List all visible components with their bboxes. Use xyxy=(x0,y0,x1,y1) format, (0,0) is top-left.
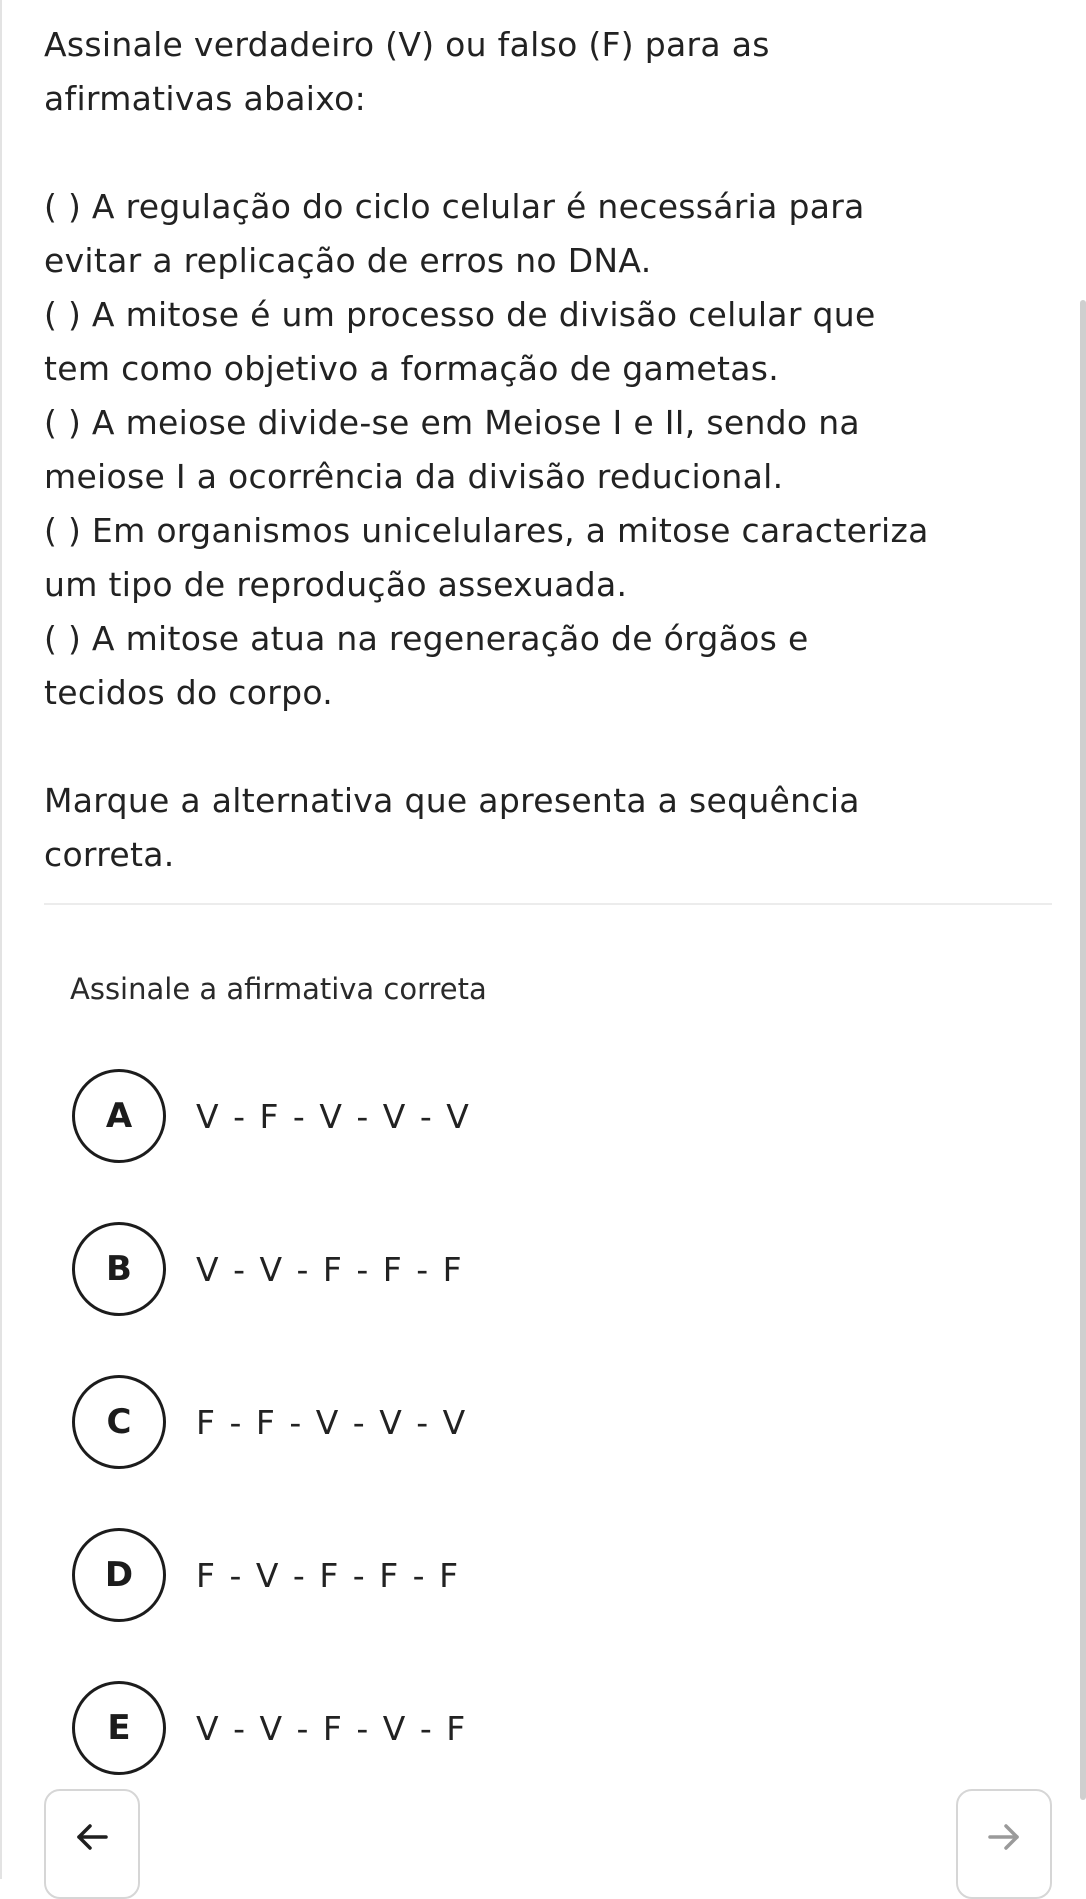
option-letter-badge[interactable]: D xyxy=(72,1528,166,1622)
option-letter-badge[interactable]: B xyxy=(72,1222,166,1316)
statement-5-line: tecidos do corpo. xyxy=(44,673,334,712)
option-text[interactable]: F - V - F - F - F xyxy=(196,1555,461,1595)
option-c[interactable] xyxy=(72,1372,1032,1472)
option-e[interactable] xyxy=(72,1678,1032,1778)
statement-3-line: meiose I a ocorrência da divisão reducional. xyxy=(44,457,784,496)
option-text[interactable]: V - V - F - F - F xyxy=(196,1249,464,1289)
section-divider xyxy=(44,903,1052,905)
arrow-right-icon xyxy=(984,1817,1024,1857)
question-intro-line: Assinale verdadeiro (V) ou falso (F) para as xyxy=(44,25,770,64)
statement-4-line: ( ) Em organismos unicelulares, a mitose caracteriza xyxy=(44,511,929,550)
option-letter-badge[interactable]: C xyxy=(72,1375,166,1469)
question-prompt-line: Marque a alternativa que apresenta a sequência xyxy=(44,781,860,820)
option-text[interactable]: V - F - V - V - V xyxy=(196,1096,471,1136)
statement-1-line: evitar a replicação de erros no DNA. xyxy=(44,241,652,280)
statement-2-line: ( ) A mitose é um processo de divisão celular que xyxy=(44,295,876,334)
arrow-left-icon xyxy=(72,1817,112,1857)
statement-5-line: ( ) A mitose atua na regeneração de órgãos e xyxy=(44,619,809,658)
option-letter-badge[interactable]: A xyxy=(72,1069,166,1163)
statement-4-line: um tipo de reprodução assexuada. xyxy=(44,565,628,604)
scrollbar[interactable] xyxy=(1080,300,1086,1800)
statement-1-line: ( ) A regulação do ciclo celular é necessária para xyxy=(44,187,865,226)
option-a[interactable] xyxy=(72,1066,1032,1166)
answer-options xyxy=(72,1066,1032,1831)
question-intro-line: afirmativas abaixo: xyxy=(44,79,366,118)
statement-2-line: tem como objetivo a formação de gametas. xyxy=(44,349,780,388)
option-text[interactable]: V - V - F - V - F xyxy=(196,1708,468,1748)
option-text[interactable]: F - F - V - V - V xyxy=(196,1402,468,1442)
option-d[interactable] xyxy=(72,1525,1032,1625)
previous-button[interactable] xyxy=(44,1789,140,1899)
option-letter-badge[interactable]: E xyxy=(72,1681,166,1775)
left-edge-border xyxy=(0,0,2,1879)
next-button[interactable] xyxy=(956,1789,1052,1899)
question-prompt-line: correta. xyxy=(44,835,175,874)
question-text xyxy=(44,18,1064,882)
answer-instruction: Assinale a afirmativa correta xyxy=(70,972,487,1006)
option-b[interactable] xyxy=(72,1219,1032,1319)
statement-3-line: ( ) A meiose divide-se em Meiose I e II, sendo na xyxy=(44,403,860,442)
